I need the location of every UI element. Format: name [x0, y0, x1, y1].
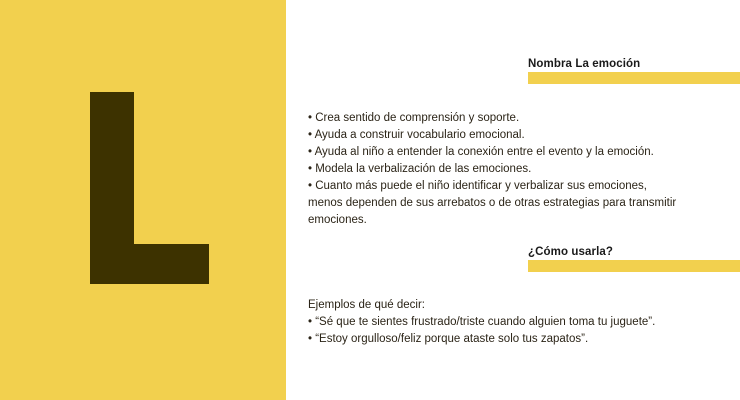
section-heading-nombra [528, 57, 740, 84]
benefit-line: menos dependen de sus arrebatos o de otras estrategias para transmitir [308, 197, 677, 209]
letter-l-foot [90, 244, 209, 284]
section-heading-como-usarla-text: ¿Cómo usarla? [528, 246, 614, 258]
benefits-list [308, 110, 728, 229]
benefit-line: • Cuanto más puede el niño identificar y verbalizar sus emociones, [308, 180, 647, 192]
benefit-line: • Ayuda al niño a entender la conexión entre el evento y la emoción. [308, 146, 654, 158]
benefit-line: • Ayuda a construir vocabulario emocional. [308, 129, 525, 141]
benefit-line: emociones. [308, 214, 367, 226]
example-line: • “Sé que te sientes frustrado/triste cuando alguien toma tu juguete”. [308, 316, 656, 328]
examples-list [308, 297, 728, 348]
section-heading-nombra-underline [528, 72, 740, 84]
letter-l-graphic [90, 92, 210, 284]
benefit-line: • Modela la verbalización de las emociones. [308, 163, 532, 175]
section-heading-como-usarla-underline [528, 260, 740, 272]
examples-intro: Ejemplos de qué decir: [308, 299, 425, 311]
benefit-line: • Crea sentido de comprensión y soporte. [308, 112, 520, 124]
section-heading-como-usarla [528, 245, 740, 272]
example-line: • “Estoy orgulloso/feliz porque ataste solo tus zapatos”. [308, 333, 589, 345]
left-accent-panel [0, 0, 286, 400]
section-heading-nombra-text: Nombra La emoción [528, 58, 641, 70]
